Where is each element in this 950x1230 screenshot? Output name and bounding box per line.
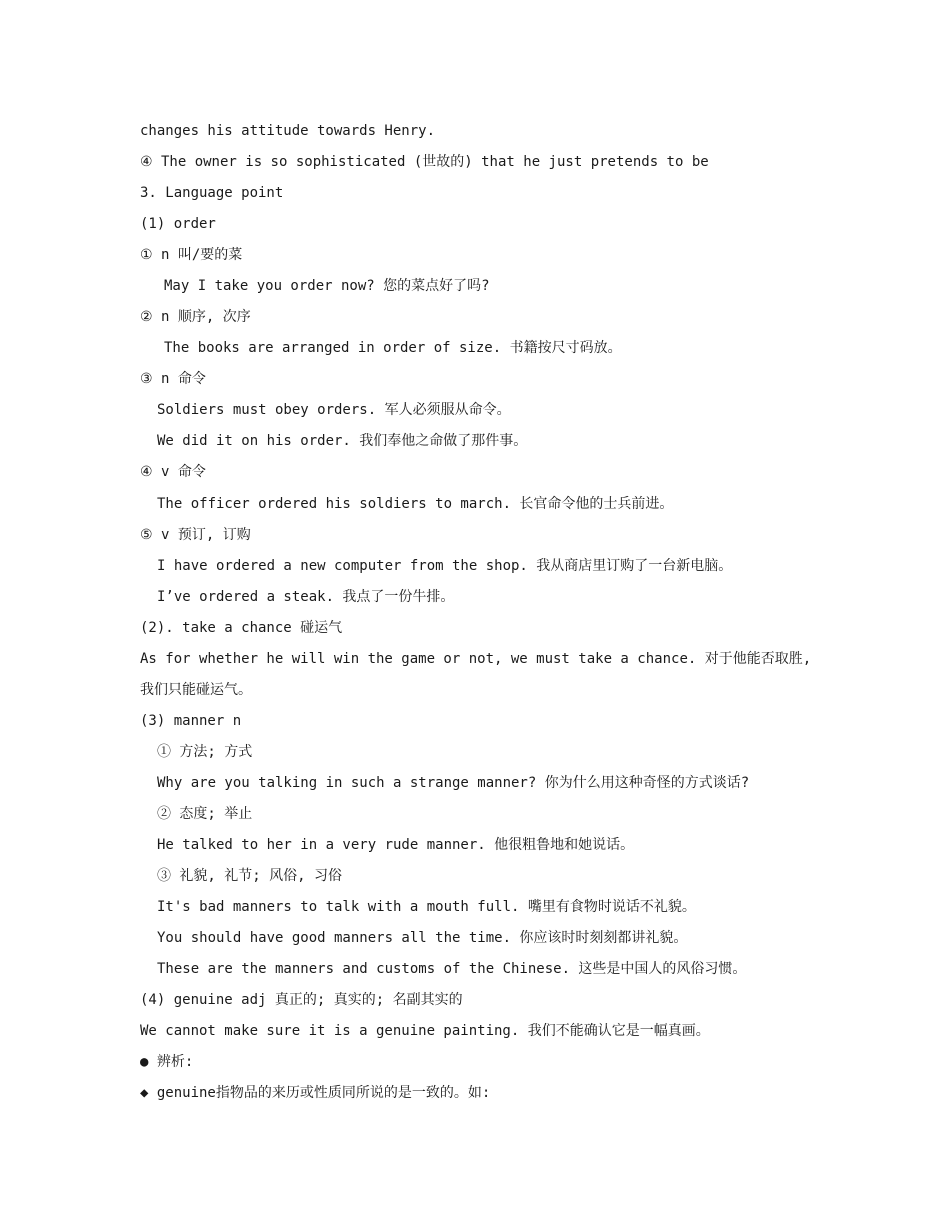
definition-line: ⑤ v 预订, 订购 bbox=[140, 527, 251, 543]
example-line: I have ordered a new computer from the shop. 我从商店里订购了一台新电脑。 bbox=[157, 558, 733, 574]
bullet-line: ◆ genuine指物品的来历或性质同所说的是一致的。如: bbox=[140, 1085, 491, 1101]
example-line: We cannot make sure it is a genuine painting. 我们不能确认它是一幅真画。 bbox=[140, 1023, 710, 1039]
subsection-heading: (1) order bbox=[140, 216, 216, 232]
subsection-heading: (4) genuine adj 真正的; 真实的; 名副其实的 bbox=[140, 992, 463, 1008]
definition-line: ① 方法; 方式 bbox=[157, 744, 253, 760]
example-line: You should have good manners all the time. 你应该时时刻刻都讲礼貌。 bbox=[157, 930, 688, 946]
section-heading: 3. Language point bbox=[140, 185, 284, 201]
definition-line: ② 态度; 举止 bbox=[157, 806, 253, 822]
example-line: I’ve ordered a steak. 我点了一份牛排。 bbox=[157, 589, 455, 605]
subsection-heading: (3) manner n bbox=[140, 713, 242, 729]
text-line: changes his attitude towards Henry. bbox=[140, 123, 436, 139]
example-line: He talked to her in a very rude manner. 他很粗鲁地和她说话。 bbox=[157, 837, 635, 853]
example-line: Why are you talking in such a strange manner? 你为什么用这种奇怪的方式谈话? bbox=[157, 775, 750, 791]
subsection-heading: (2). take a chance 碰运气 bbox=[140, 620, 343, 636]
example-line: These are the manners and customs of the Chinese. 这些是中国人的风俗习惯。 bbox=[157, 961, 747, 977]
definition-line: ④ v 命令 bbox=[140, 464, 206, 480]
example-line: Soldiers must obey orders. 军人必须服从命令。 bbox=[157, 402, 511, 418]
definition-line: ③ n 命令 bbox=[140, 371, 206, 387]
bullet-heading: ● 辨析: bbox=[140, 1054, 194, 1070]
example-line: It's bad manners to talk with a mouth full. 嘴里有食物时说话不礼貌。 bbox=[157, 899, 696, 915]
definition-line: ③ 礼貌, 礼节; 风俗, 习俗 bbox=[157, 868, 343, 884]
text-line: ④ The owner is so sophisticated (世故的) that he just pretends to be bbox=[140, 154, 709, 170]
definition-line: ① n 叫/要的菜 bbox=[140, 247, 243, 263]
definition-line: ② n 顺序, 次序 bbox=[140, 309, 251, 325]
example-line: 我们只能碰运气。 bbox=[140, 682, 252, 698]
example-line: As for whether he will win the game or not, we must take a chance. 对于他能否取胜, bbox=[140, 651, 812, 667]
example-line: The officer ordered his soldiers to march. 长官命令他的士兵前进。 bbox=[157, 496, 674, 512]
example-line: The books are arranged in order of size. 书籍按尺寸码放。 bbox=[164, 340, 622, 356]
example-line: May I take you order now? 您的菜点好了吗? bbox=[164, 278, 490, 294]
example-line: We did it on his order. 我们奉他之命做了那件事。 bbox=[157, 433, 528, 449]
